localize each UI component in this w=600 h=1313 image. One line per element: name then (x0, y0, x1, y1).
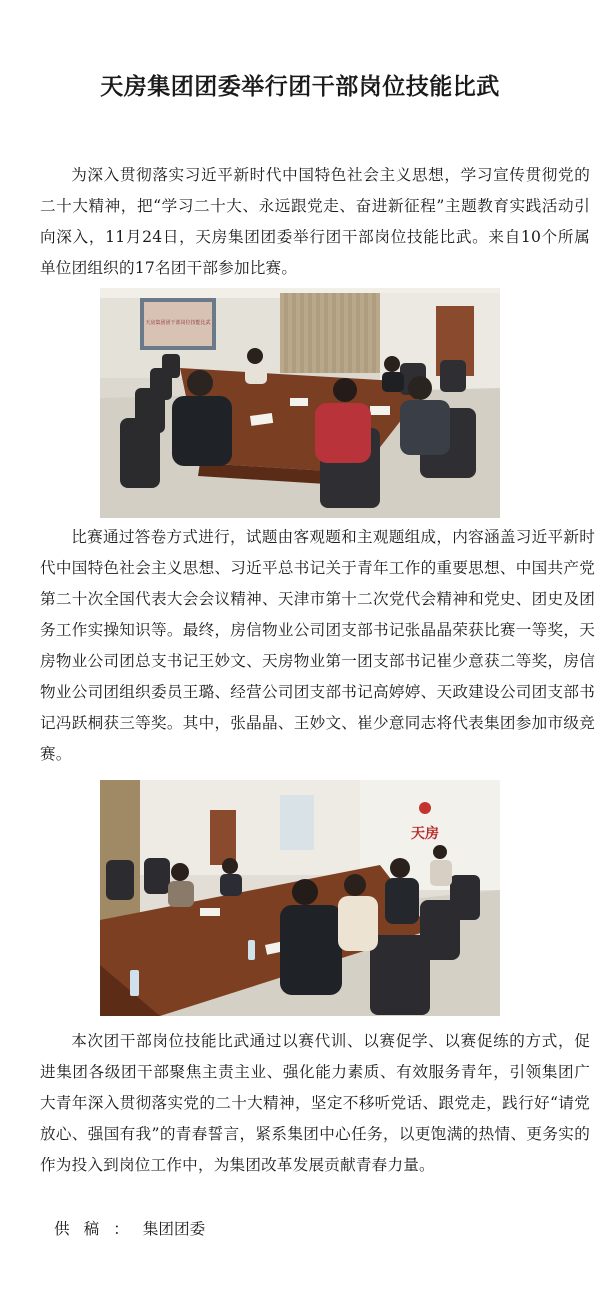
paragraph-intro: 为深入贯彻落实习近平新时代中国特色社会主义思想，学习宣传贯彻党的二十大精神，把“学习二十大、永远跟党走、奋进新征程”主题教育实践活动引向深入，11月24日，天房集团团委举行团干部岗位技能比武。来自10个所属单位团组织的17名团干部参加比赛。 (40, 166, 590, 277)
photo-competition-room-2 (100, 780, 500, 1016)
photo-competition-room-1 (100, 288, 500, 518)
article-title: 天房集团团委举行团干部岗位技能比武 (100, 74, 500, 100)
article-credit (54, 1214, 205, 1245)
credit-label: 供稿： (54, 1220, 143, 1238)
wall-logo-text: 天房 (411, 826, 439, 842)
credit-value: 集团团委 (142, 1220, 206, 1238)
paragraph-results: 比赛通过答卷方式进行，试题由客观题和主观题组成，内容涵盖习近平新时代中国特色社会主义思想、习近平总书记关于青年工作的重要思想、中国共产党第二十次全国代表大会会议精神、天津市第十二次党代会精神和党史、团史及团务工作实操知识等。最终，房信物业公司团支部书记张晶晶荣获比赛一等奖，天房物业公司团总支书记王妙文、天房物业第一团支部书记崔少意获二等奖，房信物业公司团组织委员王璐、经营公司团支部书记高婷婷、天政建设公司团支部书记冯跃桐获三等奖。其中，张晶晶、王妙文、崔少意同志将代表集团参加市级竞赛。 (40, 528, 595, 763)
paragraph-conclusion: 本次团干部岗位技能比武通过以赛代训、以赛促学、以赛促练的方式，促进集团各级团干部聚焦主责主业、强化能力素质、有效服务青年，引领集团广大青年深入贯彻落实党的二十大精神，坚定不移听党话、跟党走，践行好“请党放心、强国有我”的青春誓言，紧系集团中心任务，以更饱满的热情、更务实的作为投入到岗位工作中，为集团改革发展贡献青春力量。 (40, 1032, 590, 1174)
screen-text: 天房集团团干部岗位技能比武 (145, 320, 211, 326)
